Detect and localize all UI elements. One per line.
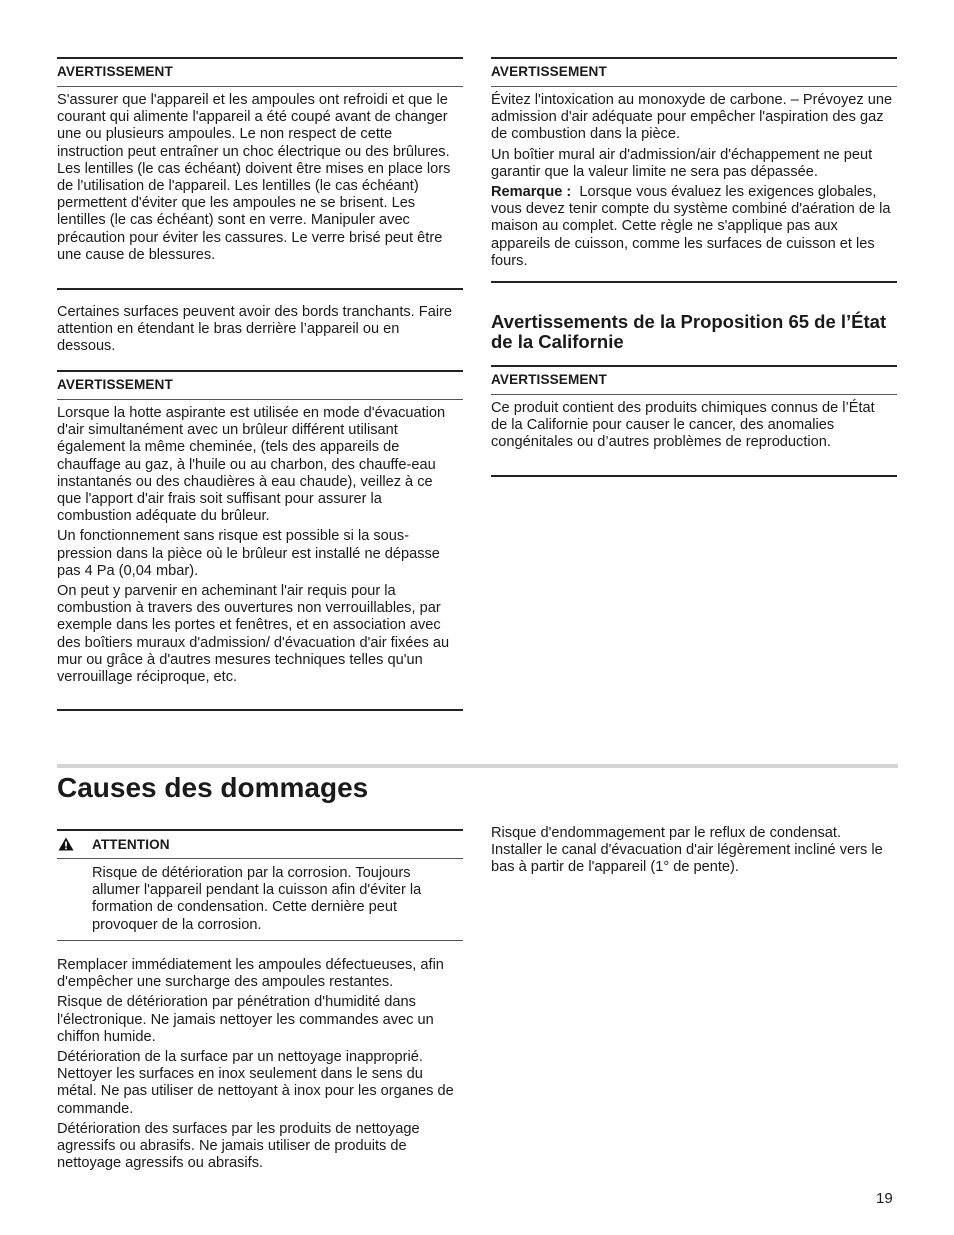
rule-attention-bottom bbox=[57, 940, 463, 941]
attention-text: Risque de détérioration par la corrosion. Toujours allumer l'appareil pendant la cuisson afin d'éviter la formation de condensation. Cette dernière peut provoquer de la corrosion. bbox=[92, 865, 422, 933]
note-text: Lorsque vous évaluez les exigences globales, vous devez tenir compte du système combiné d'aération de la maison au complet. Cette règle ne s'applique pas aux appareils de cuisson, comme les surfaces de cuisson et les fours. bbox=[491, 184, 891, 269]
warning-paragraph: Un boîtier mural air d'admission/air d'échappement ne peut garantir que la valeur limite ne sera pas dépassée. bbox=[491, 146, 873, 180]
note-paragraph bbox=[491, 184, 895, 270]
rule-right-warn1-sub bbox=[491, 86, 897, 87]
damage-list bbox=[57, 957, 461, 1172]
section-divider bbox=[57, 764, 898, 768]
rule-right-warn1-bottom bbox=[491, 281, 897, 283]
prop65-heading: Avertissements de la Proposition 65 de l’État de la Californie bbox=[491, 311, 887, 352]
warning-text-bulbs bbox=[57, 92, 459, 264]
warning-text-monoxide bbox=[491, 92, 895, 270]
warning-paragraph: Lorsque la hotte aspirante est utilisée en mode d'évacuation d'air simultanément avec un brûleur différent utilisant également la même cheminée, (tels des appareils de chauffage au gaz, à l'huile ou au charbon, des chauffe-eau instantanés ou des chaudières à eau chaude), veillez à ce que l'apport d'air frais soit suffisant pour assurer la combustion adéquate du brûleur. bbox=[57, 405, 446, 525]
warning-paragraph: On peut y parvenir en acheminant l'air requis pour la combustion à travers des ouvertures non verrouillables, par exemple dans les portes et fenêtres, et en association avec des boîtiers muraux d'admission/ d'évacuation d'air fixées au mur ou grâce à d'autres mesures techniques telles qu'un verrouillage réciproque, etc. bbox=[57, 583, 450, 686]
rule-attention-sub bbox=[57, 858, 463, 859]
warning-label: AVERTISSEMENT bbox=[57, 64, 173, 79]
condensate-text: Risque d'endommagement par le reflux de condensat. Installer le canal d'évacuation d'air légèrement incliné vers le bas à partir de l'appareil (1° de pente). bbox=[491, 825, 883, 876]
rule-right-warn2-sub bbox=[491, 394, 897, 395]
rule-left-warn2-sub bbox=[57, 399, 463, 400]
warning-text-combustion bbox=[57, 405, 459, 686]
rule-right-warn1-top bbox=[491, 57, 897, 59]
rule-left-warn2-bottom bbox=[57, 709, 463, 711]
warning-text-prop65: Ce produit contient des produits chimiques connus de l’État de la Californie pour causer le cancer, des anomalies congénitales ou d’autres problèmes de reproduction. bbox=[491, 400, 875, 451]
rule-left-warn2-top bbox=[57, 370, 463, 372]
damage-item: Détérioration des surfaces par les produits de nettoyage agressifs ou abrasifs. Ne jamais utiliser de produits de nettoyage agressifs ou abrasifs. bbox=[57, 1120, 420, 1172]
warning-text: S'assurer que l'appareil et les ampoules ont refroidi et que le courant qui alimente l'appareil a été coupé avant de changer une ou plusieurs ampoules. Le non respect de cette instruction peut entraîner un choc électrique ou des brûlures. Les lentilles (le cas échéant) doivent être mises en place lors de l'utilisation de l'appareil. Les lentilles (le cas échéant) permettent d'éviter que les ampoules ne se brisent. Les lentilles (le cas échéant) sont en verre. Manipuler avec précaution pour éviter les cassures. Le verre brisé peut être une cause de blessures. bbox=[57, 92, 451, 263]
warning-paragraph: Évitez l'intoxication au monoxyde de carbone. – Prévoyez une admission d'air adéquate pour empêcher l'aspiration des gaz de combustion dans la pièce. bbox=[491, 92, 893, 143]
rule-left-warn1-sub bbox=[57, 86, 463, 87]
rule-left-warn1-bottom bbox=[57, 288, 463, 290]
sharp-edges-text: Certaines surfaces peuvent avoir des bords tranchants. Faire attention en étendant le bras derrière l’appareil ou en dessous. bbox=[57, 304, 453, 355]
attention-label: ATTENTION bbox=[92, 837, 170, 852]
damage-item: Risque de détérioration par pénétration d'humidité dans l'électronique. Ne jamais nettoyer les commandes avec un chiffon humide. bbox=[57, 994, 434, 1045]
warning-paragraph: Un fonctionnement sans risque est possible si la sous-pression dans la pièce où le brûleur est installé ne dépasse pas 4 Pa (0,04 mbar). bbox=[57, 528, 440, 579]
rule-attention-top bbox=[57, 829, 463, 831]
damage-item: Remplacer immédiatement les ampoules défectueuses, afin d'empêcher une surcharge des ampoules restantes. bbox=[57, 957, 444, 991]
rule-left-warn1-top bbox=[57, 57, 463, 59]
warning-label: AVERTISSEMENT bbox=[57, 377, 173, 392]
warning-triangle-icon bbox=[58, 837, 74, 851]
warning-label: AVERTISSEMENT bbox=[491, 372, 607, 387]
rule-right-warn2-bottom bbox=[491, 475, 897, 477]
damage-item: Détérioration de la surface par un nettoyage inapproprié. Nettoyer les surfaces en inox seulement dans le sens du métal. Ne pas utiliser de nettoyant à inox pour les organes de commande. bbox=[57, 1049, 454, 1117]
page-number: 19 bbox=[876, 1190, 893, 1207]
section-title: Causes des dommages bbox=[57, 772, 369, 803]
warning-label: AVERTISSEMENT bbox=[491, 64, 607, 79]
note-label: Remarque : bbox=[491, 184, 572, 201]
rule-right-warn2-top bbox=[491, 365, 897, 367]
